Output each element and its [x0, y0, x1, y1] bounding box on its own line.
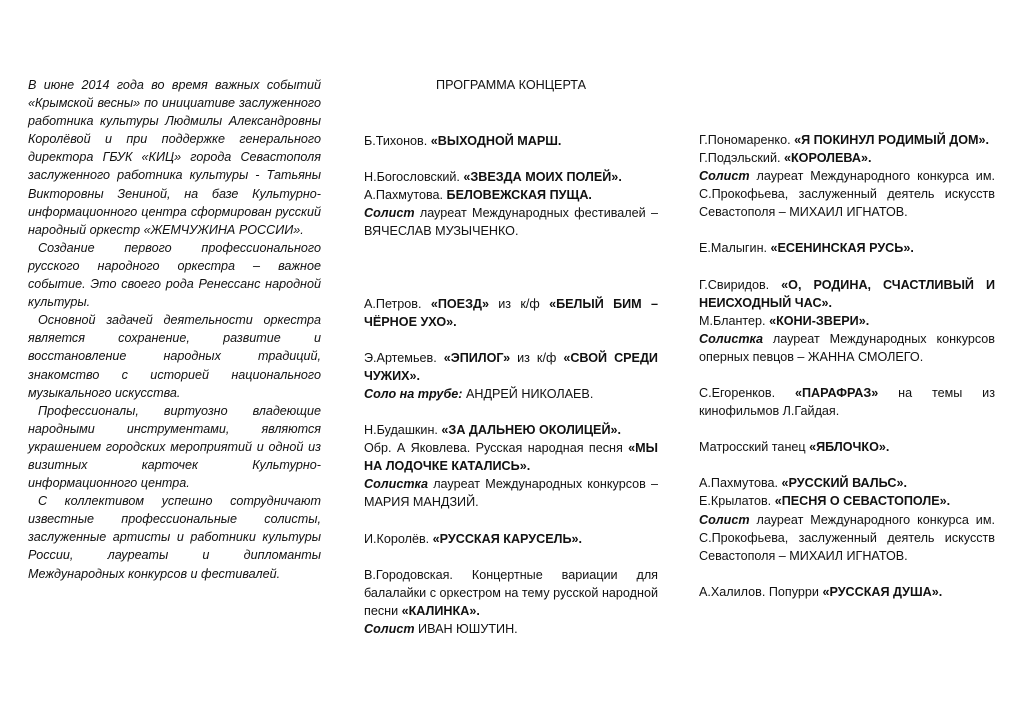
composer: Е.Малыгин.	[699, 241, 771, 256]
work-title: «ВЫХОДНОЙ МАРШ.	[430, 134, 562, 149]
composer: М.Блантер.	[699, 313, 770, 328]
soloist-desc: ИВАН ЮШУТИН.	[414, 621, 518, 636]
work-title: «ПАРАФРАЗ»	[795, 386, 879, 401]
composer: Г.Подэльский.	[699, 151, 784, 166]
work-note: на темы из кинофильмов Л.Гайдая.	[699, 386, 995, 419]
work-title: «КАЛИНКА».	[401, 603, 480, 618]
soloist-desc: лауреат Международного конкурса им. С.Прокофьева, заслуженный деятель искусств Севастополя – МИХАИЛ ИГНАТОВ.	[699, 169, 995, 220]
intro-paragraph: Основной задачей деятельности оркестра является сохранение, развитие и восстановление народных традиций, знакомство с историей национального музыкального искусства.	[28, 313, 321, 400]
composer: Г.Свиридов.	[699, 277, 782, 292]
composer: Н.Богословский.	[364, 170, 464, 185]
work-title: «ЕСЕНИНСКАЯ РУСЬ».	[770, 241, 914, 256]
soloist-role: Солист	[364, 621, 415, 636]
composer: А.Петров.	[364, 296, 431, 311]
composer: А.Пахмутова.	[364, 188, 447, 203]
film-title: «БЕЛЫЙ БИМ – ЧЁРНОЕ УХО».	[364, 296, 658, 329]
work-title: «ЗА ДАЛЬНЕЮ ОКОЛИЦЕЙ».	[441, 423, 622, 438]
program-item	[699, 384, 995, 420]
composer: И.Королёв.	[364, 531, 433, 546]
soloist-role: Солистка	[364, 477, 429, 492]
program-column-1	[364, 76, 658, 656]
work-title: «РУССКАЯ КАРУСЕЛЬ».	[432, 531, 583, 546]
work-title: «ПЕСНЯ О СЕВАСТОПОЛЕ».	[774, 494, 951, 509]
soloist-desc: лауреат Международных конкурсов оперных певцов – ЖАННА СМОЛЕГО.	[699, 331, 995, 364]
soloist-role: Солист	[699, 512, 750, 527]
composer: Н.Будашкин.	[364, 423, 442, 438]
intro-paragraph: В июне 2014 года во время важных событий «Крымской весны» по инициативе заслуженного работника культуры Людмилы Александровны Королёвой и при поддержке генерального директора ГБУК «КИЦ» города Севастополя заслуженного работника культуры - Татьяны Викторовны Зениной, на базе Культурно-информационного центра сформирован русский народный оркестр «ЖЕМЧУЖИНА РОССИИ».	[28, 78, 321, 237]
program-item	[364, 530, 658, 548]
composer: А.Пахмутова.	[699, 476, 782, 491]
composer: Б.Тихонов.	[364, 134, 431, 149]
program-item	[699, 276, 995, 366]
soloist-desc: лауреат Международных фестивалей – ВЯЧЕСЛАВ МУЗЫЧЕНКО.	[364, 206, 658, 239]
soloist-desc: лауреат Международного конкурса им. С.Прокофьева, заслуженный деятель искусств Севастополя – МИХАИЛ ИГНАТОВ.	[699, 512, 995, 563]
work-title: «Я ПОКИНУЛ РОДИМЫЙ ДОМ».	[794, 133, 990, 147]
composer: Г.Пономаренко.	[699, 133, 795, 147]
composer: С.Егоренков.	[699, 386, 795, 401]
work-title: «ЭПИЛОГ»	[443, 350, 511, 365]
work-title: «ЗВЕЗДА МОИХ ПОЛЕЙ».	[463, 170, 622, 185]
soloist-desc: лауреат Международных конкурсов – МАРИЯ МАНДЗИЙ.	[364, 477, 658, 510]
work-title: «РУССКАЯ ДУША».	[822, 584, 943, 599]
work-title: «КОНИ-ЗВЕРИ».	[769, 313, 870, 328]
work-title: «О, РОДИНА, СЧАСТЛИВЫЙ И НЕИСХОДНЫЙ ЧАС».	[699, 277, 995, 310]
program-item	[699, 583, 995, 601]
program-item	[699, 474, 995, 564]
program-item	[364, 132, 658, 150]
composer: А.Халилов. Попурри	[699, 584, 823, 599]
work-title: «РУССКИЙ ВАЛЬС».	[781, 476, 907, 491]
intro-paragraph: Профессионалы, виртуозно владеющие народными инструментами, являются украшением городских мероприятий и одной из визитных карточек Культурно-информационного центра.	[28, 403, 321, 491]
program-item	[364, 566, 658, 638]
composer: Обр. А Яковлева. Русская народная песня	[364, 441, 629, 456]
work-title: «ПОЕЗД»	[430, 296, 489, 311]
program-item	[699, 438, 995, 456]
connector: из к/ф	[488, 296, 550, 311]
soloist-role: Солистка	[699, 331, 764, 346]
composer: Матросский танец	[699, 440, 810, 455]
composer: Е.Крылатов.	[699, 494, 775, 509]
intro-paragraph: С коллективом успешно сотрудничают известные профессиональные солисты, заслуженные артисты и работники культуры России, лауреаты и дипломанты Международных конкурсов и фестивалей.	[28, 494, 321, 581]
program-column-2	[699, 131, 995, 619]
work-title: «ЯБЛОЧКО».	[809, 440, 890, 455]
intro-column	[28, 76, 321, 583]
program-item	[699, 131, 995, 221]
work-title: «КОРОЛЕВА».	[783, 151, 872, 166]
soloist-role: Соло на трубе:	[364, 386, 463, 401]
program-item	[364, 421, 658, 511]
soloist-desc: АНДРЕЙ НИКОЛАЕВ.	[462, 386, 594, 401]
film-title: «СВОЙ СРЕДИ ЧУЖИХ».	[364, 350, 658, 383]
program-item	[364, 168, 658, 240]
soloist-role: Солист	[699, 169, 750, 184]
program-item	[699, 239, 995, 257]
program-item	[364, 295, 658, 331]
work-title: «МЫ НА ЛОДОЧКЕ КАТАЛИСЬ».	[364, 441, 658, 474]
program-title: ПРОГРАММА КОНЦЕРТА	[436, 78, 586, 92]
connector: из к/ф	[510, 350, 564, 365]
work-title: БЕЛОВЕЖСКАЯ ПУЩА.	[446, 188, 592, 203]
composer: В.Городовская. Концертные вариации для балалайки с оркестром на тему русской народной песни	[364, 567, 658, 618]
soloist-role: Солист	[364, 206, 415, 221]
composer: Э.Артемьев.	[364, 350, 444, 365]
program-item	[364, 349, 658, 403]
intro-paragraph: Создание первого профессионального русского народного оркестра – важное событие. Это своего рода Ренессанс народной культуры.	[28, 240, 321, 310]
